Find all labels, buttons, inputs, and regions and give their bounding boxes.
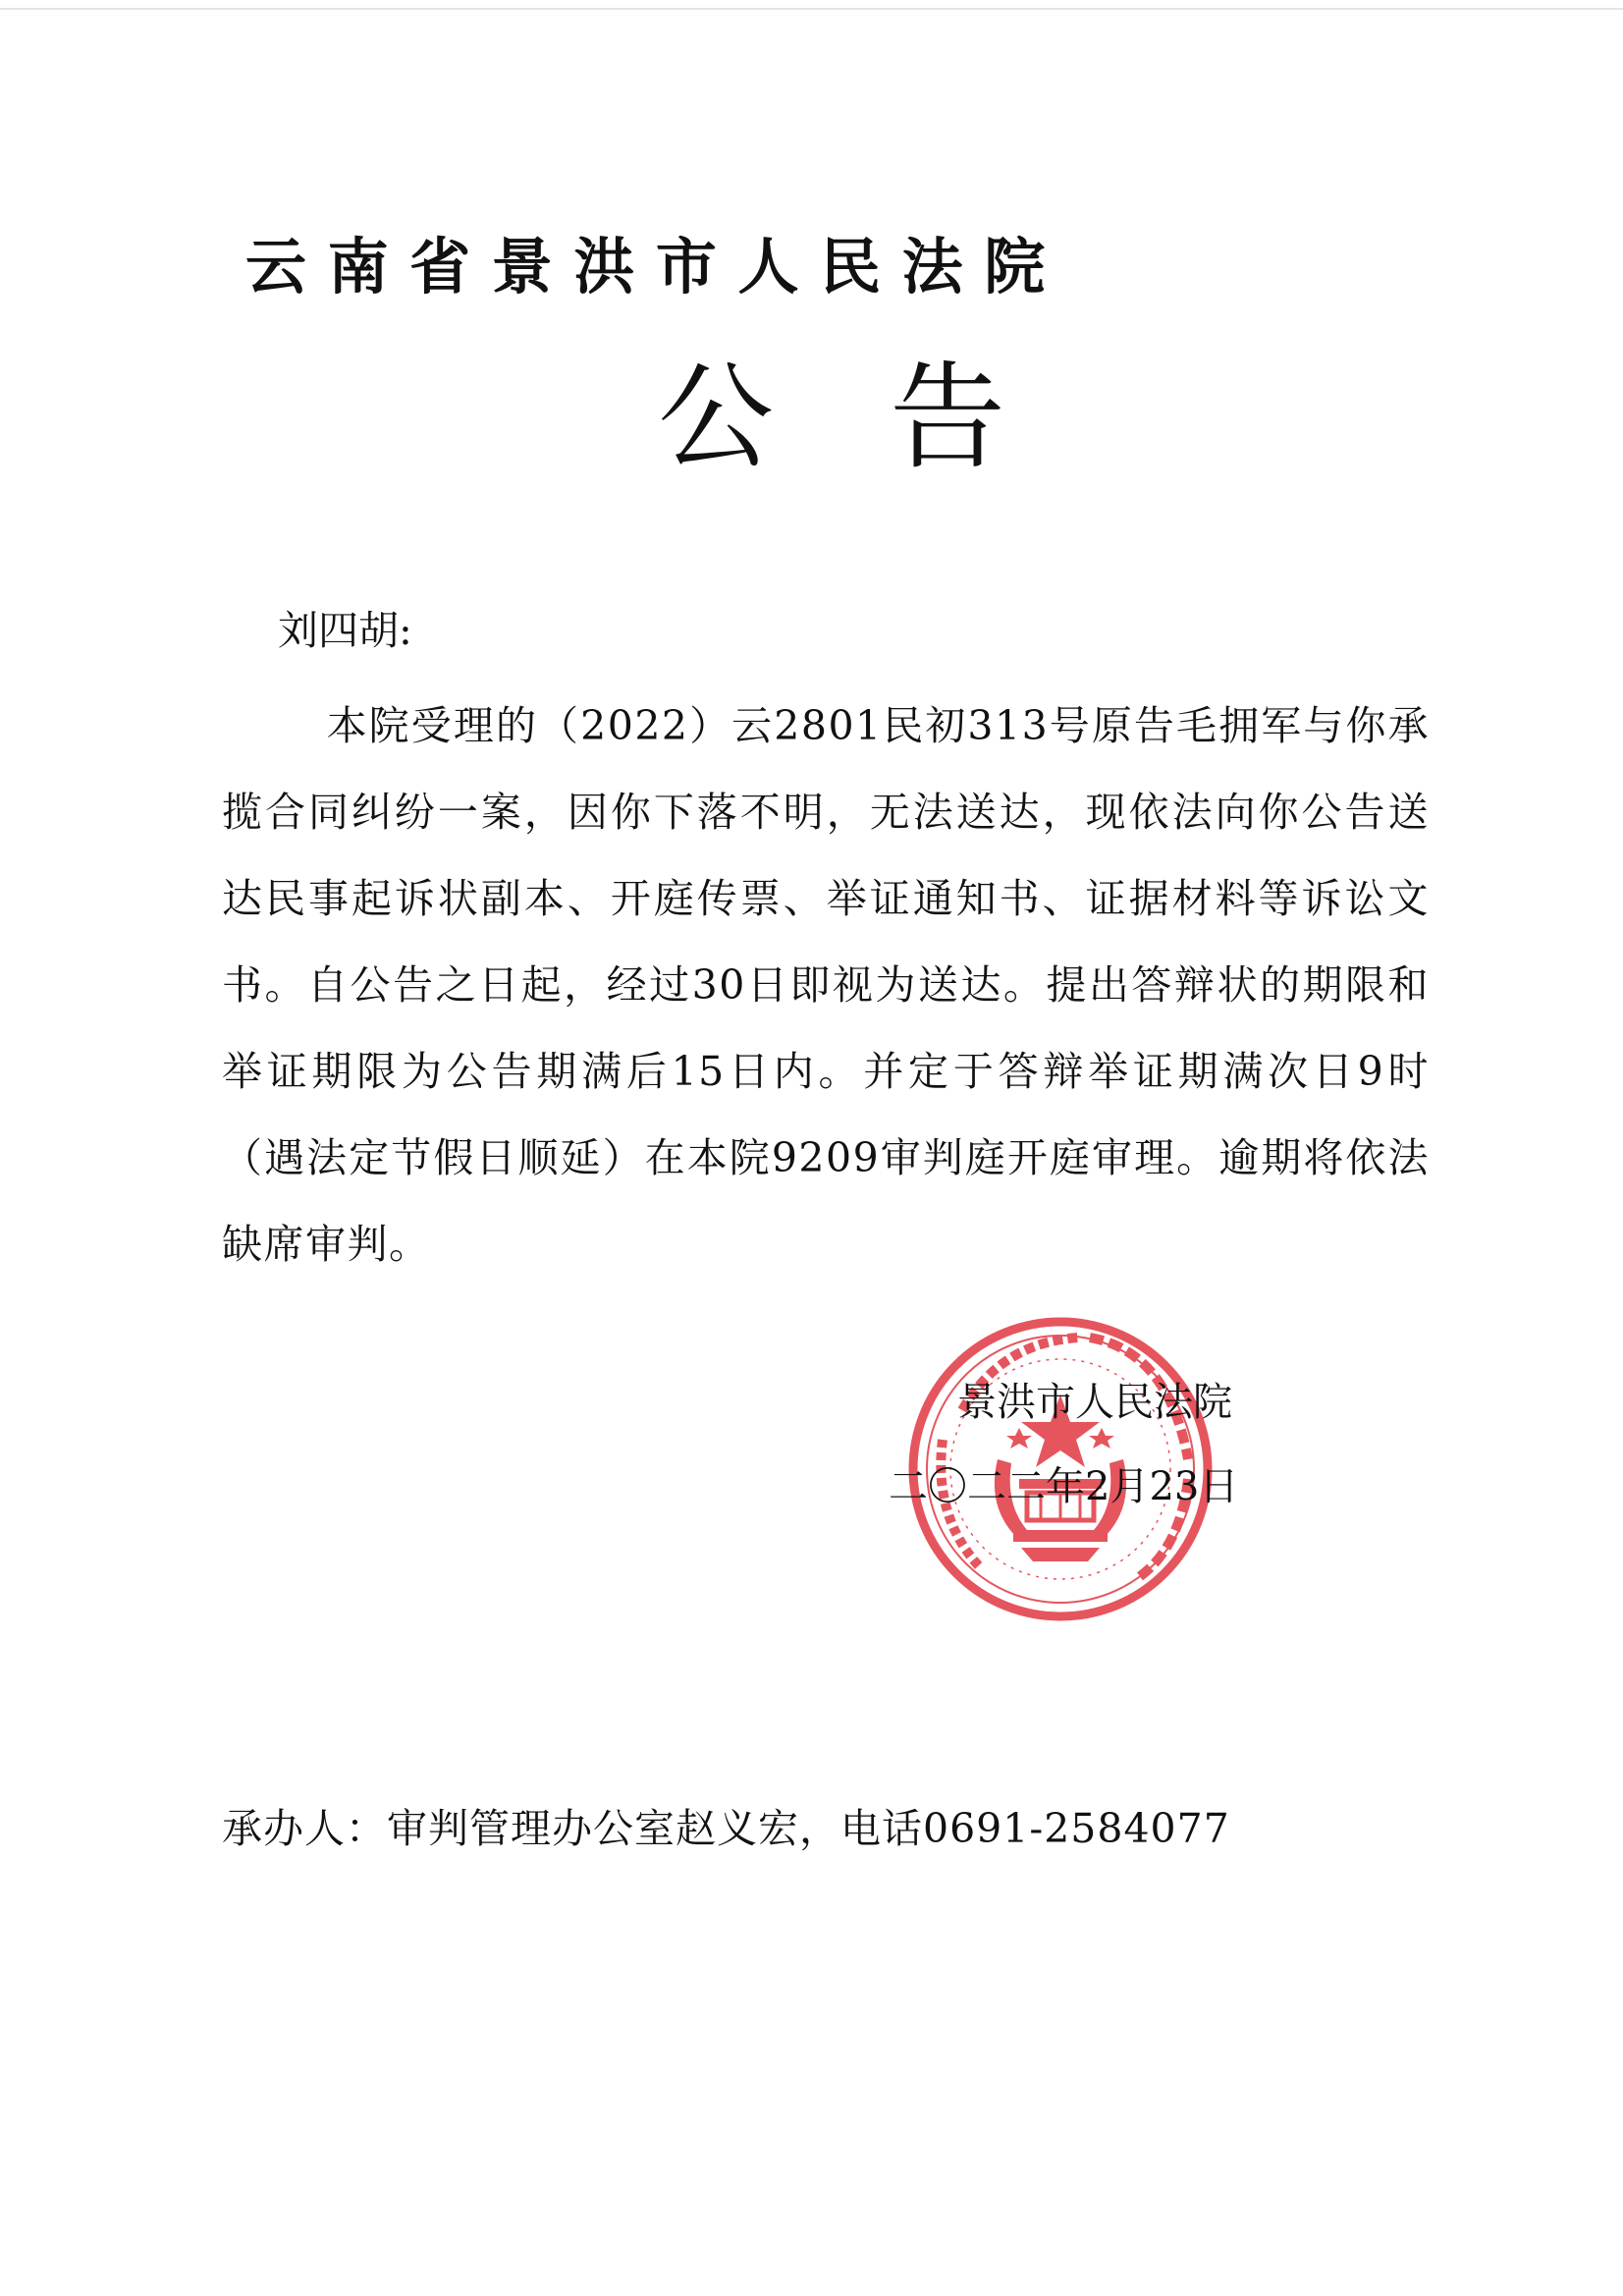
- notice-body: 本院受理的（2022）云2801民初313号原告毛拥军与你承揽合同纠纷一案，因你下落不明，无法送达，现依法向你公告送达民事起诉状副本、开庭传票、举证通知书、证据材料等诉讼文书。自公告之日起，经过30日即视为送达。提出答辩状的期限和举证期限为公告期满后15日内。并定于答辩举证期满次日9时（遇法定节假日顺延）在本院9209审判庭开庭审理。逾期将依法缺席审判。: [222, 702, 1430, 1268]
- handler-contact: 承办人：审判管理办公室赵义宏，电话0691-2584077: [222, 1805, 1230, 1852]
- scan-edge-line: [0, 8, 1623, 10]
- court-name-heading: 云 南 省 景 洪 市 人 民 法 院: [245, 231, 1046, 302]
- addressee: 刘四胡:: [278, 607, 412, 654]
- notice-title: 公告: [658, 350, 1122, 485]
- signing-court: 景洪市人民法院: [957, 1380, 1232, 1425]
- issue-date: 二〇二二年2月23日: [889, 1464, 1239, 1509]
